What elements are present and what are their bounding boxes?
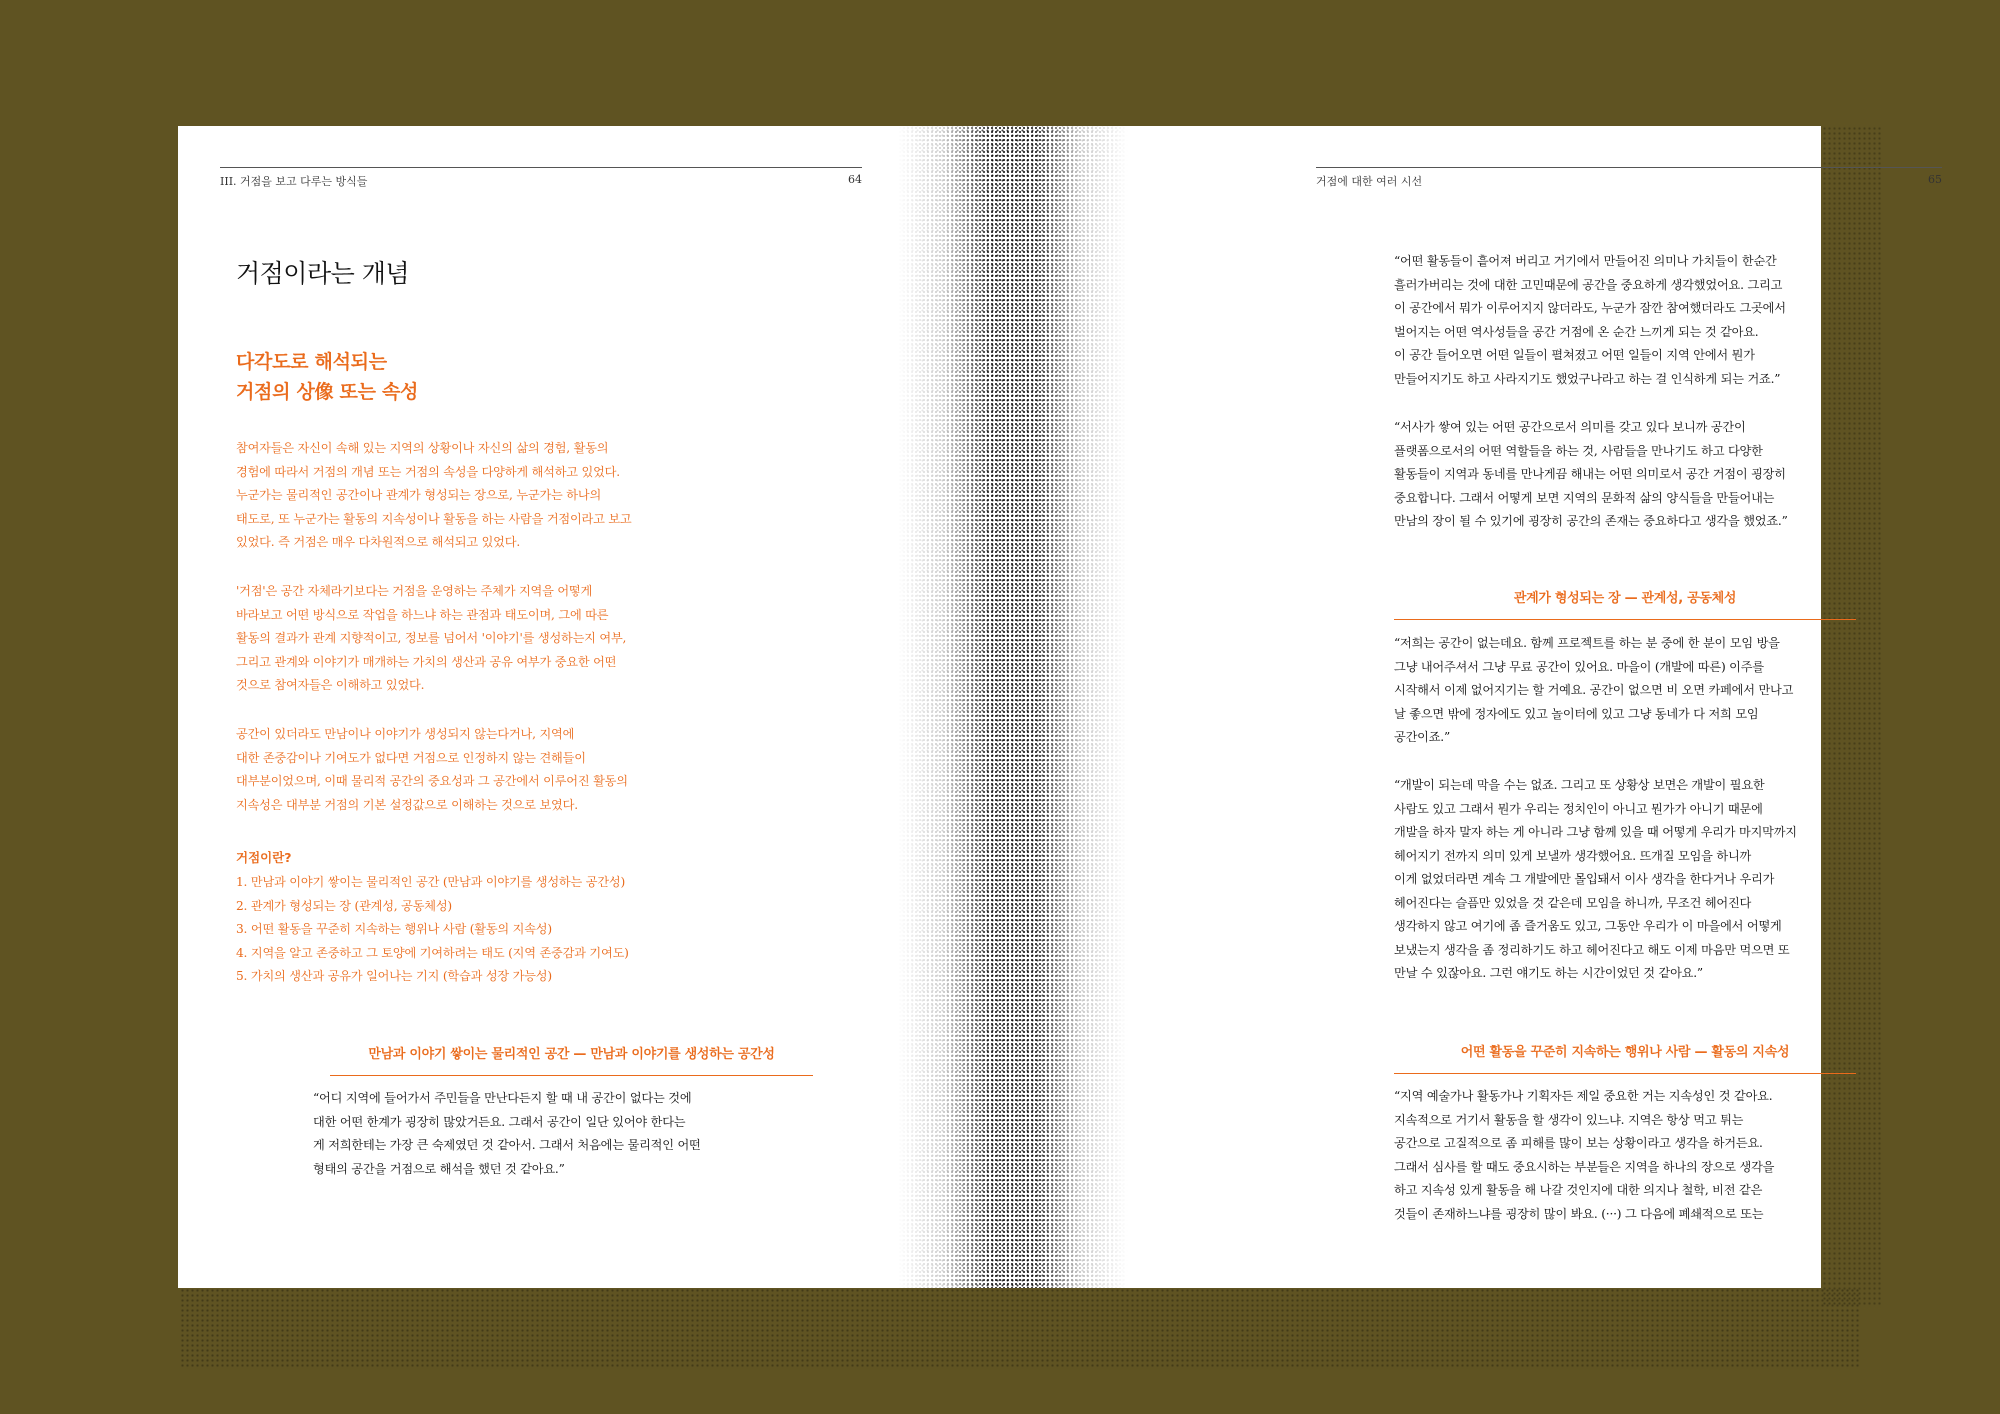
quote-line: 날 좋으면 밖에 정자에도 있고 놀이터에 있고 그냥 동네가 다 저희 모임 <box>1394 706 1759 721</box>
quote-line: 그냥 내어주셔서 그냥 무료 공간이 있어요. 마을이 (개발에 따른) 이주를 <box>1394 659 1764 674</box>
section-title-line: 다각도로 해석되는 <box>236 351 387 373</box>
list-item: 4. 지역을 알고 존중하고 그 토양에 기여하려는 태도 (지역 존중감과 기여도) <box>236 945 629 960</box>
body-paragraph <box>236 723 736 817</box>
quote-line: 시작해서 이제 없어지기는 할 거예요. 공간이 없으면 비 오면 카페에서 만나고 <box>1394 683 1794 697</box>
quote-line: “서사가 쌓여 있는 어떤 공간으로서 의미를 갖고 있다 보니까 공간이 <box>1394 420 1746 434</box>
running-head-title: 거점에 대한 여러 시선 <box>1316 175 1423 188</box>
paragraph-line: 대한 존중감이나 기여도가 없다면 거점으로 인정하지 않는 견해들이 <box>236 750 586 765</box>
quote-line: 흘러가버리는 것에 대한 고민때문에 공간을 중요하게 생각했었어요. 그리고 <box>1394 277 1783 292</box>
interview-quote <box>1394 632 1854 750</box>
definition-list <box>236 871 629 989</box>
paragraph-line: 누군가는 물리적인 공간이나 관계가 형성되는 장으로, 누군가는 하나의 <box>236 488 602 502</box>
quote-line: 이 공간에서 뭐가 이루어지지 않더라도, 누군가 잠깐 참여했더라도 그곳에서 <box>1394 301 1786 315</box>
quote-line: 만날 수 있잖아요. 그런 얘기도 하는 시간이었던 것 같아요.” <box>1394 966 1703 980</box>
quote-line: 헤어진다는 슬픔만 있었을 것 같은데 모임을 하니까, 무조건 헤어진다 <box>1394 895 1752 910</box>
paper-drop-shadow <box>180 1288 1860 1368</box>
section-title-line: 거점의 상像 또는 속성 <box>236 381 419 403</box>
interview-quote <box>313 1087 833 1181</box>
paragraph-line: 참여자들은 자신이 속해 있는 지역의 상황이나 자신의 삶의 경험, 활동의 <box>236 441 609 455</box>
quote-line: 하고 지속성 있게 활동을 해 나갈 것인지에 대한 의지나 철학, 비전 같은 <box>1394 1183 1763 1197</box>
paragraph-line: 태도로, 또 누군가는 활동의 지속성이나 활동을 하는 사람을 거점이라고 보고 <box>236 511 632 526</box>
quote-line: “개발이 되는데 막을 수는 없죠. 그리고 또 상황상 보면은 개발이 필요한 <box>1394 778 1765 792</box>
right-page <box>1128 126 1942 1288</box>
quote-line: 그래서 심사를 할 때도 중요시하는 부분들은 지역을 하나의 장으로 생각을 <box>1394 1159 1775 1174</box>
quote-line: 것들이 존재하느냐를 굉장히 많이 봐요. (···) 그 다음에 폐쇄적으로 또는 <box>1394 1206 1764 1221</box>
paragraph-line: 경험에 따라서 거점의 개념 또는 거점의 속성을 다양하게 해석하고 있었다. <box>236 464 620 479</box>
quote-line: 이 공간 들어오면 어떤 일들이 펼쳐졌고 어떤 일들이 지역 안에서 뭔가 <box>1394 348 1755 362</box>
list-item: 1. 만남과 이야기 쌓이는 물리적인 공간 (만남과 이야기를 생성하는 공간성) <box>236 875 626 889</box>
intro-paragraph <box>236 437 736 555</box>
body-paragraph <box>236 580 736 698</box>
page-number: 65 <box>1928 173 1942 186</box>
paragraph-line: 대부분이었으며, 이때 물리적 공간의 중요성과 그 공간에서 이루어진 활동의 <box>236 774 628 788</box>
quote-line: 공간이죠.” <box>1394 730 1450 744</box>
quote-line: 헤어지기 전까지 의미 있게 보낼까 생각했어요. 뜨개질 모임을 하니까 <box>1394 848 1752 863</box>
interview-quote <box>1394 1085 1854 1226</box>
subsection-heading: 관계가 형성되는 장 — 관계성, 공동체성 <box>1394 587 1856 620</box>
quote-line: “저희는 공간이 없는데요. 함께 프로젝트를 하는 분 중에 한 분이 모임 방을 <box>1394 636 1780 650</box>
book-spread <box>178 126 1942 1288</box>
quote-line: 지속적으로 거기서 활동을 할 생각이 있느냐. 지역은 항상 먹고 튀는 <box>1394 1112 1744 1127</box>
quote-line: 중요합니다. 그래서 어떻게 보면 지역의 문화적 삶의 양식들을 만들어내는 <box>1394 490 1775 505</box>
section-title <box>236 347 418 407</box>
quote-line: 벌어지는 어떤 역사성들을 공간 거점에 온 순간 느끼게 되는 것 같아요. <box>1394 324 1759 339</box>
paragraph-line: 그리고 관계와 이야기가 매개하는 가치의 생산과 공유 여부가 중요한 어떤 <box>236 654 617 669</box>
list-heading: 거점이란? <box>236 850 292 865</box>
chapter-title: 거점이라는 개념 <box>236 259 409 288</box>
paragraph-line: 것으로 참여자들은 이해하고 있었다. <box>236 678 425 692</box>
running-head-title: III. 거점을 보고 다루는 방식들 <box>220 175 368 188</box>
paragraph-line: 공간이 있더라도 만남이나 이야기가 생성되지 않는다거나, 지역에 <box>236 727 575 741</box>
interview-quote <box>1394 774 1854 986</box>
quote-line: 개발을 하자 말자 하는 게 아니라 그냥 함께 있을 때 어떻게 우리가 마지막까지 <box>1394 825 1797 839</box>
paragraph-line: 있었다. 즉 거점은 매우 다차원적으로 해석되고 있었다. <box>236 535 521 549</box>
paragraph-line: 지속성은 대부분 거점의 기본 설정값으로 이해하는 것으로 보였다. <box>236 797 578 812</box>
quote-line: “어디 지역에 들어가서 주민들을 만난다든지 할 때 내 공간이 없다는 것에 <box>313 1091 692 1105</box>
interview-quote <box>1394 250 1834 391</box>
paragraph-line: '거점'은 공간 자체라기보다는 거점을 운영하는 주체가 지역을 어떻게 <box>236 584 593 598</box>
quote-line: 만남의 장이 될 수 있기에 굉장히 공간의 존재는 중요하다고 생각을 했었죠.” <box>1394 514 1788 528</box>
quote-line: 사람도 있고 그래서 뭔가 우리는 정치인이 아니고 뭔가가 아니기 때문에 <box>1394 801 1763 816</box>
list-item: 5. 가치의 생산과 공유가 일어나는 기지 (학습과 성장 가능성) <box>236 969 552 983</box>
quote-line: 생각하지 않고 여기에 좀 즐거움도 있고, 그동안 우리가 이 마을에서 어떻게 <box>1394 919 1782 933</box>
page-number: 64 <box>848 173 862 186</box>
quote-line: 이게 없었더라면 계속 그 개발에만 몰입돼서 이사 생각을 한다거나 우리가 <box>1394 872 1775 886</box>
paragraph-line: 활동의 결과가 관계 지향적이고, 정보를 넘어서 '이야기'를 생성하는지 여부, <box>236 631 627 645</box>
list-item: 2. 관계가 형성되는 장 (관계성, 공동체성) <box>236 898 452 913</box>
quote-line: 플랫폼으로서의 어떤 역할들을 하는 것, 사람들을 만나기도 하고 다양한 <box>1394 443 1763 458</box>
quote-line: 형태의 공간을 거점으로 해석을 했던 것 같아요.” <box>313 1161 565 1176</box>
quote-line: “지역 예술가나 활동가나 기획자든 제일 중요한 거는 지속성인 것 같아요. <box>1394 1089 1773 1103</box>
quote-line: “어떤 활동들이 흩어져 버리고 거기에서 만들어진 의미나 가치들이 한순간 <box>1394 254 1777 268</box>
left-page <box>178 126 898 1288</box>
list-item: 3. 어떤 활동을 꾸준히 지속하는 행위나 사람 (활동의 지속성) <box>236 922 552 936</box>
subsection-heading: 어떤 활동을 꾸준히 지속하는 행위나 사람 — 활동의 지속성 <box>1394 1041 1856 1074</box>
quote-line: 공간으로 고질적으로 좀 피해를 많이 보는 상황이라고 생각을 하거든요. <box>1394 1136 1763 1150</box>
book-gutter <box>898 126 1128 1288</box>
quote-line: 만들어지기도 하고 사라지기도 했었구나라고 하는 걸 인식하게 되는 거죠.” <box>1394 371 1781 386</box>
quote-line: 게 저희한테는 가장 큰 숙제였던 것 같아서. 그래서 처음에는 물리적인 어떤 <box>313 1138 701 1152</box>
right-running-head <box>1316 167 1942 193</box>
left-running-head <box>220 167 862 193</box>
quote-line: 활동들이 지역과 동네를 만나게끔 해내는 어떤 의미로서 공간 거점이 굉장히 <box>1394 467 1786 481</box>
quote-line: 대한 어떤 한계가 굉장히 많았거든요. 그래서 공간이 일단 있어야 한다는 <box>313 1114 686 1129</box>
subsection-heading: 만남과 이야기 쌓이는 물리적인 공간 — 만남과 이야기를 생성하는 공간성 <box>330 1043 813 1076</box>
quote-line: 보냈는지 생각을 좀 정리하기도 하고 헤어진다고 해도 이제 마음만 먹으면 또 <box>1394 942 1790 957</box>
paragraph-line: 바라보고 어떤 방식으로 작업을 하느냐 하는 관점과 태도이며, 그에 따른 <box>236 607 609 622</box>
interview-quote <box>1394 416 1834 534</box>
